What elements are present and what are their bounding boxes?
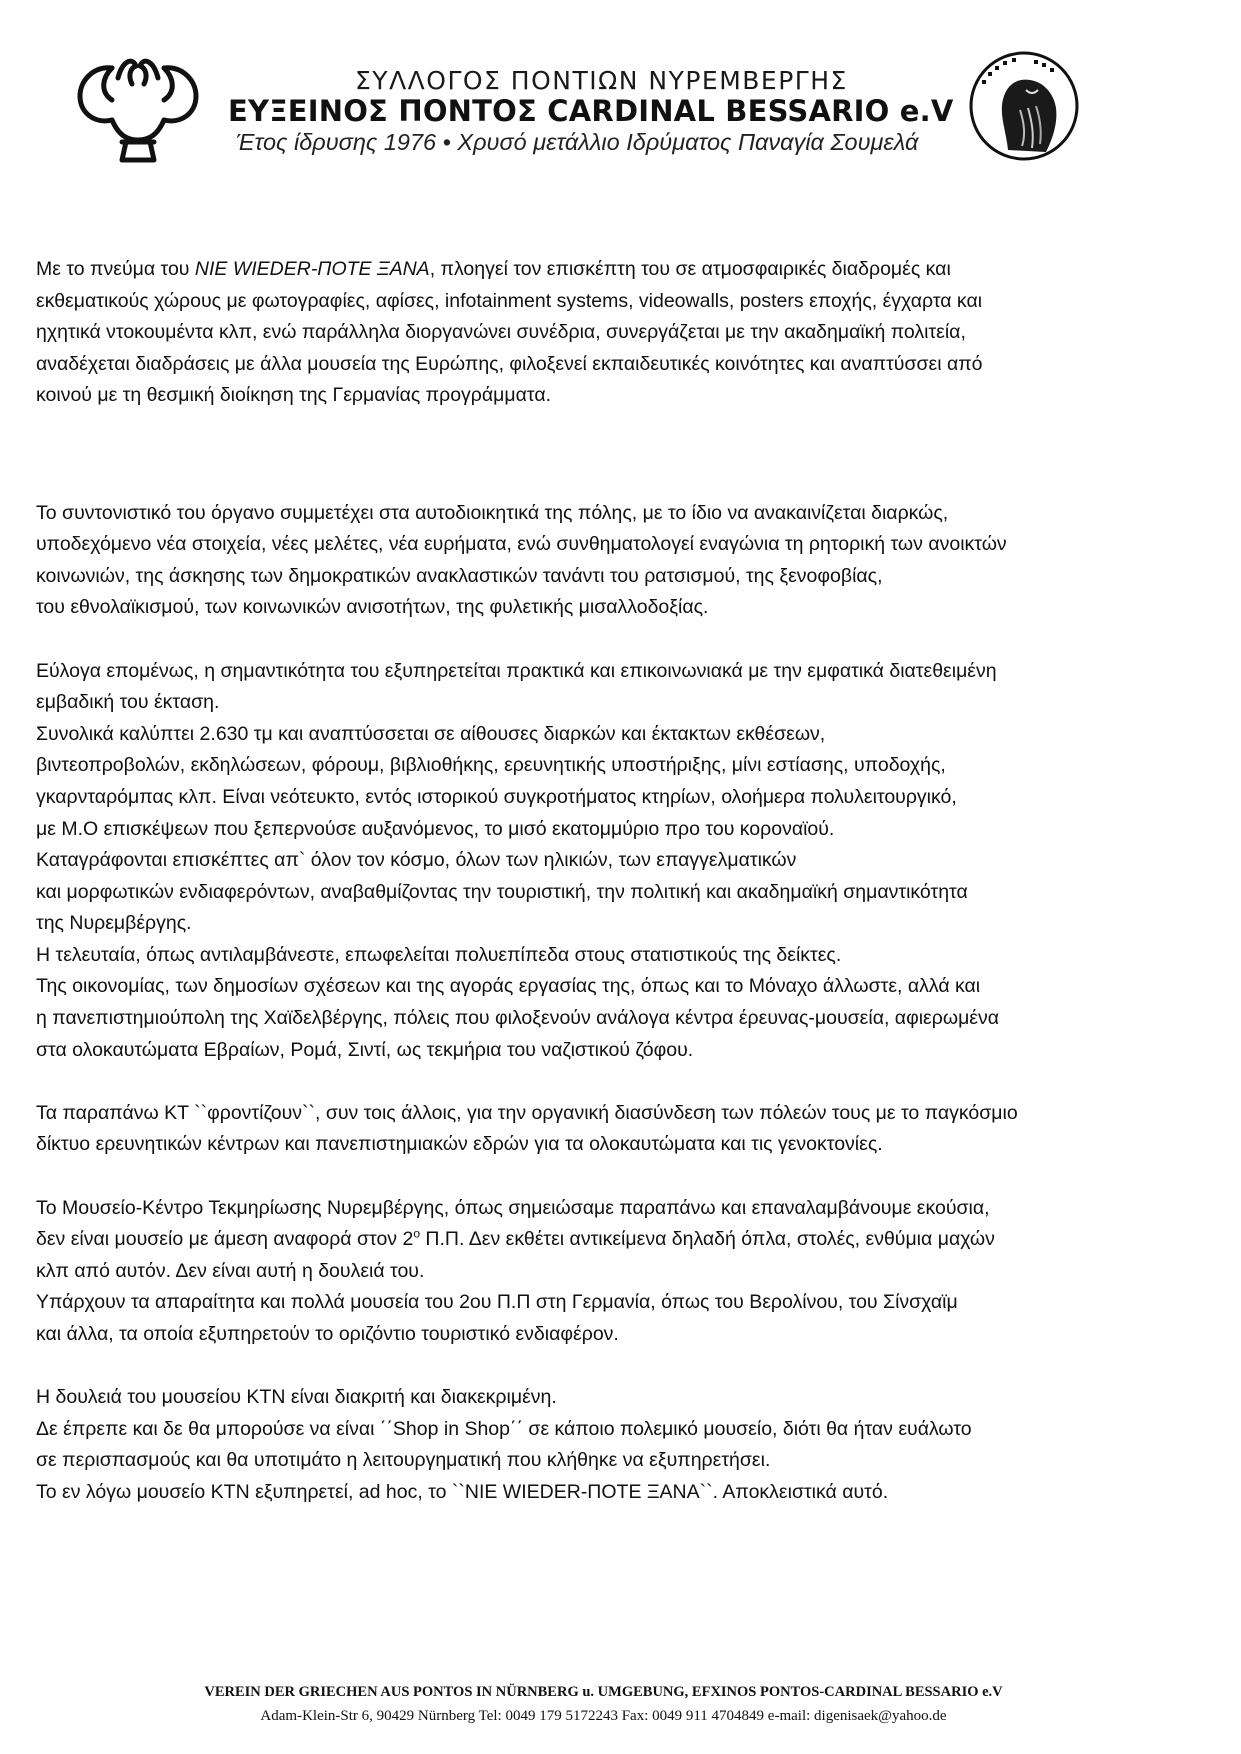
paragraph-line: υποδεχόμενο νέα στοιχεία, νέες μελέτες, νέα ευρήματα, ενώ συνθηματολογεί εναγώνια τη ρητορική των ανοικτών xyxy=(36,533,1007,556)
bessario-portrait-seal-icon xyxy=(968,50,1080,162)
paragraph-line: Με το πνεύμα του NIE WIEDER-ΠΟΤΕ ΞΑΝΑ, πλοηγεί τον επισκέπτη του σε ατμοσφαιρικές διαδρομές και xyxy=(36,258,951,280)
paragraph-line: Τα παραπάνω ΚΤ ``φροντίζουν``, συν τοις άλλοις, για την οργανική διασύνδεση των πόλεών τους με το παγκόσμιο xyxy=(36,1101,1018,1124)
paragraph-line: Το Μουσείο-Κέντρο Τεκμηρίωσης Νυρεμβέργης, όπως σημειώσαμε παραπάνω και επαναλαμβάνουμε εκούσια, xyxy=(36,1196,990,1219)
paragraph-line: Συνολικά καλύπτει 2.630 τμ και αναπτύσσεται σε αίθουσες διαρκών και έκτακτων εκθέσεων, xyxy=(36,722,826,745)
org-name-greek: ΣΥΛΛΟΓΟΣ ΠΟΝΤΙΩΝ ΝΥΡΕΜΒΕΡΓΗΣ xyxy=(355,66,848,95)
letter-footer xyxy=(0,1680,1241,1728)
paragraph-line: στα ολοκαυτώματα Εβραίων, Ρομά, Σιντί, ως τεκμήρια του ναζιστικού ζόφου. xyxy=(36,1038,694,1061)
superscript-ordinal: ο xyxy=(413,1226,421,1241)
paragraph-line: Εύλογα επομένως, η σημαντικότητα του εξυπηρετείται πρακτικά και επικοινωνιακά με την εμφατικά διατεθειμένη xyxy=(36,659,997,682)
paragraph-line: και μορφωτικών ενδιαφερόντων, αναβαθμίζοντας την τουριστική, την πολιτική και ακαδημαϊκή σημαντικότητα xyxy=(36,880,968,903)
paragraph-line: δίκτυο ερευνητικών κέντρων και πανεπιστημιακών εδρών για τα ολοκαυτώματα και τις γενοκτονίες. xyxy=(36,1133,883,1156)
footer-association-name: VEREIN DER GRIECHEN AUS PONTOS IN NÜRNBERG u. UMGEBUNG, EFXINOS PONTOS-CARDINAL BESSARIO e.V xyxy=(204,1684,1003,1700)
paragraph-line: εκθεματικούς χώρους με φωτογραφίες, αφίσες, infotainment systems, videowalls, posters εποχής, έγχαρτα και xyxy=(36,289,983,312)
org-name-main: ΕΥΞΕΙΝΟΣ ΠΟΝΤΟΣ CARDINAL BESSARIO e.V xyxy=(228,94,954,128)
letter-body xyxy=(36,254,1186,1509)
org-founding-line: Έτος ίδρυσης 1976 • Χρυσό μετάλλιο Ιδρύματος Παναγία Σουμελά xyxy=(236,129,919,155)
paragraph-line: αναδέχεται διαδράσεις με άλλα μουσεία της Ευρώπης, φιλοξενεί εκπαιδευτικές κοινότητες και αναπτύσσει από xyxy=(36,352,983,375)
footer-contact-details: Adam-Klein-Str 6, 90429 Nürnberg Tel: 0049 179 5172243 Fax: 0049 911 4704849 e-mail: digenisaek@yahoo.de xyxy=(260,1708,947,1724)
paragraph-line: και άλλα, τα οποία εξυπηρετούν το οριζόντιο τουριστικό ενδιαφέρον. xyxy=(36,1323,619,1345)
paragraph-line: του εθνολαϊκισμού, των κοινωνικών ανισοτήτων, της φυλετικής μισαλλοδοξίας. xyxy=(36,596,709,619)
paragraph-line: σε περισπασμούς και θα υποτιμάτο η λειτουργηματική που κλήθηκε να εξυπηρετήσει. xyxy=(36,1449,771,1472)
pontic-eagle-logo-icon xyxy=(72,48,204,166)
paragraph-line: Καταγράφονται επισκέπτες απ` όλον τον κόσμο, όλων των ηλικιών, των επαγγελματικών xyxy=(36,849,797,872)
paragraph-line: κοινού με τη θεσμική διοίκηση της Γερμανίας προγράμματα. xyxy=(36,384,552,407)
paragraph-line: Το εν λόγω μουσείο ΚΤΝ εξυπηρετεί, ad hoc, το ``NIE WIEDER-ΠΟΤΕ ΞΑΝΑ``. Αποκλειστικά αυτό. xyxy=(36,1480,889,1503)
paragraph-line: δεν είναι μουσείο με άμεση αναφορά στον $2^o$ Π.Π. Δεν εκθέτει αντικείμενα δηλαδή όπλα, στολές, ενθύμια μαχών xyxy=(36,1226,995,1251)
paragraph-line: ηχητικά ντοκουμέντα κλπ, ενώ παράλληλα διοργανώνει συνέδρια, συνεργάζεται με την ακαδημαϊκή πολιτεία, xyxy=(36,321,966,344)
paragraph-line: με Μ.Ο επισκέψεων που ξεπερνούσε αυξανόμενος, το μισό εκατομμύριο προ του κοροναϊού. xyxy=(36,817,835,840)
paragraph-line: Της οικονομίας, των δημοσίων σχέσεων και της αγοράς εργασίας της, όπως και το Μόναχο άλλωστε, αλλά και xyxy=(36,975,981,998)
paragraph-line: Δε έπρεπε και δε θα μπορούσε να είναι ΄΄Shop in Shop΄΄ σε κάποιο πολεμικό μουσείο, διότι θα ήταν ευάλωτο xyxy=(36,1417,972,1440)
paragraph-line: κλπ από αυτόν. Δεν είναι αυτή η δουλειά του. xyxy=(36,1259,425,1282)
paragraph-line: βιντεοπροβολών, εκδηλώσεων, φόρουμ, βιβλιοθήκης, ερευνητικής υποστήριξης, μίνι εστίασης, υποδοχής, xyxy=(36,754,946,777)
paragraph-line: Η δουλειά του μουσείου ΚΤΝ είναι διακριτή και διακεκριμένη. xyxy=(36,1386,557,1409)
paragraph-line: η πανεπιστημιούπολη της Χαϊδελβέργης, πόλεις που φιλοξενούν ανάλογα κέντρα έρευνας-μουσεία, αφιερωμένα xyxy=(36,1007,1000,1030)
paragraph-line: κοινωνιών, της άσκησης των δημοκρατικών ανακλαστικών τανάντι του ρατσισμού, της ξενοφοβίας, xyxy=(36,564,883,587)
letterhead xyxy=(0,0,1241,200)
paragraph-line: γκαρνταρόμπας κλπ. Είναι νεότευκτο, εντός ιστορικού συγκροτήματος κτηρίων, ολοήμερα πολυλειτουργικό, xyxy=(36,785,957,808)
paragraph-line: Το συντονιστικό του όργανο συμμετέχει στα αυτοδιοικητικά της πόλης, με το ίδιο να ανακαινίζεται διαρκώς, xyxy=(36,501,949,524)
paragraph-line: Η τελευταία, όπως αντιλαμβάνεστε, επωφελείται πολυεπίπεδα στους στατιστικούς της δείκτες. xyxy=(36,943,842,966)
paragraph-line: της Νυρεμβέργης. xyxy=(36,912,192,935)
paragraph-line: εμβαδική του έκταση. xyxy=(36,691,220,714)
emphasis-motto: NIE WIEDER-ΠΟΤΕ ΞΑΝΑ xyxy=(194,258,430,280)
paragraph-line: Υπάρχουν τα απαραίτητα και πολλά μουσεία του 2ου Π.Π στη Γερμανία, όπως του Βερολίνου, του Σίνσχαϊμ xyxy=(36,1291,958,1314)
